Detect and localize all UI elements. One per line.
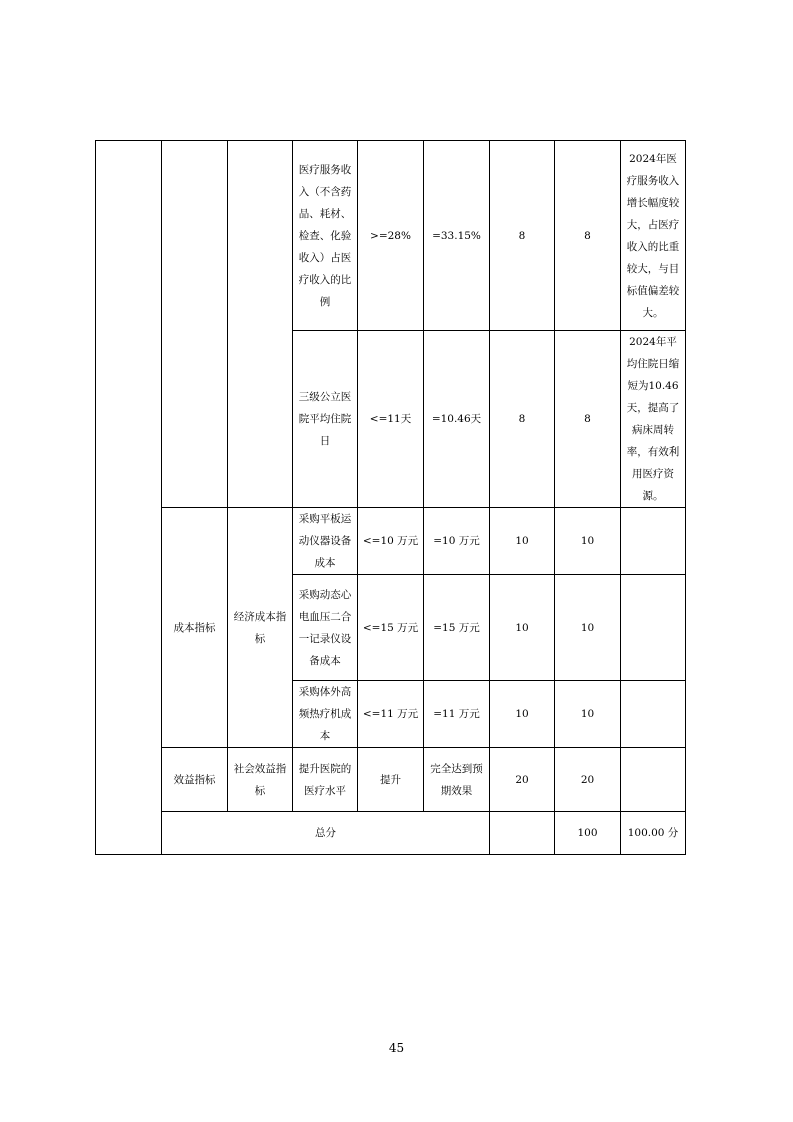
deviation-note-cell (621, 508, 686, 575)
weight-cell: 10 (490, 575, 555, 681)
indicator-cell: 采购平板运动仪器设备成本 (293, 508, 358, 575)
total-actual-cell (490, 812, 555, 855)
deviation-note-cell (621, 681, 686, 748)
indicator-cell: 三级公立医院平均住院日 (293, 331, 358, 508)
first-level-indicator-cell: 效益指标 (162, 748, 228, 812)
score-cell: 20 (555, 748, 621, 812)
page-number: 45 (388, 1041, 405, 1055)
table-row (96, 508, 686, 575)
deviation-note-cell (621, 748, 686, 812)
total-score-cell: 100.00 分 (621, 812, 686, 855)
blank-first-level-cell (96, 141, 162, 855)
target-value-cell: <=15 万元 (358, 575, 424, 681)
weight-cell: 20 (490, 748, 555, 812)
target-value-cell: <=11天 (358, 331, 424, 508)
score-cell: 8 (555, 331, 621, 508)
second-level-indicator-cell: 社会效益指标 (228, 748, 293, 812)
table-row (96, 748, 686, 812)
indicator-cell: 医疗服务收入（不含药品、耗材、检查、化验收入）占医疗收入的比例 (293, 141, 358, 331)
second-level-indicator-cell: 经济成本指标 (228, 508, 293, 748)
actual-value-cell: =33.15% (424, 141, 490, 331)
target-value-cell: <=11 万元 (358, 681, 424, 748)
actual-value-cell: =15 万元 (424, 575, 490, 681)
actual-value-cell: 完全达到预期效果 (424, 748, 490, 812)
total-label-cell: 总分 (162, 812, 490, 855)
deviation-note-cell: 2024年医疗服务收入增长幅度较大，占医疗收入的比重较大，与目标值偏差较大。 (621, 141, 686, 331)
blank-second-level-cell (162, 141, 228, 508)
table-row (96, 141, 686, 331)
first-level-indicator-cell: 成本指标 (162, 508, 228, 748)
weight-cell: 10 (490, 681, 555, 748)
indicator-cell: 提升医院的医疗水平 (293, 748, 358, 812)
deviation-note-cell (621, 575, 686, 681)
indicator-cell: 采购动态心电血压二合一记录仪设备成本 (293, 575, 358, 681)
actual-value-cell: =10.46天 (424, 331, 490, 508)
actual-value-cell: =11 万元 (424, 681, 490, 748)
target-value-cell: >=28% (358, 141, 424, 331)
total-weight-cell: 100 (555, 812, 621, 855)
score-cell: 10 (555, 681, 621, 748)
score-cell: 10 (555, 575, 621, 681)
actual-value-cell: =10 万元 (424, 508, 490, 575)
table-row-total (96, 812, 686, 855)
target-value-cell: 提升 (358, 748, 424, 812)
blank-third-level-cell (228, 141, 293, 508)
weight-cell: 8 (490, 141, 555, 331)
weight-cell: 10 (490, 508, 555, 575)
weight-cell: 8 (490, 331, 555, 508)
performance-evaluation-table (95, 140, 686, 855)
target-value-cell: <=10 万元 (358, 508, 424, 575)
score-cell: 10 (555, 508, 621, 575)
score-cell: 8 (555, 141, 621, 331)
deviation-note-cell: 2024年平均住院日缩短为10.46天，提高了病床周转率，有效利用医疗资源。 (621, 331, 686, 508)
indicator-cell: 采购体外高频热疗机成本 (293, 681, 358, 748)
